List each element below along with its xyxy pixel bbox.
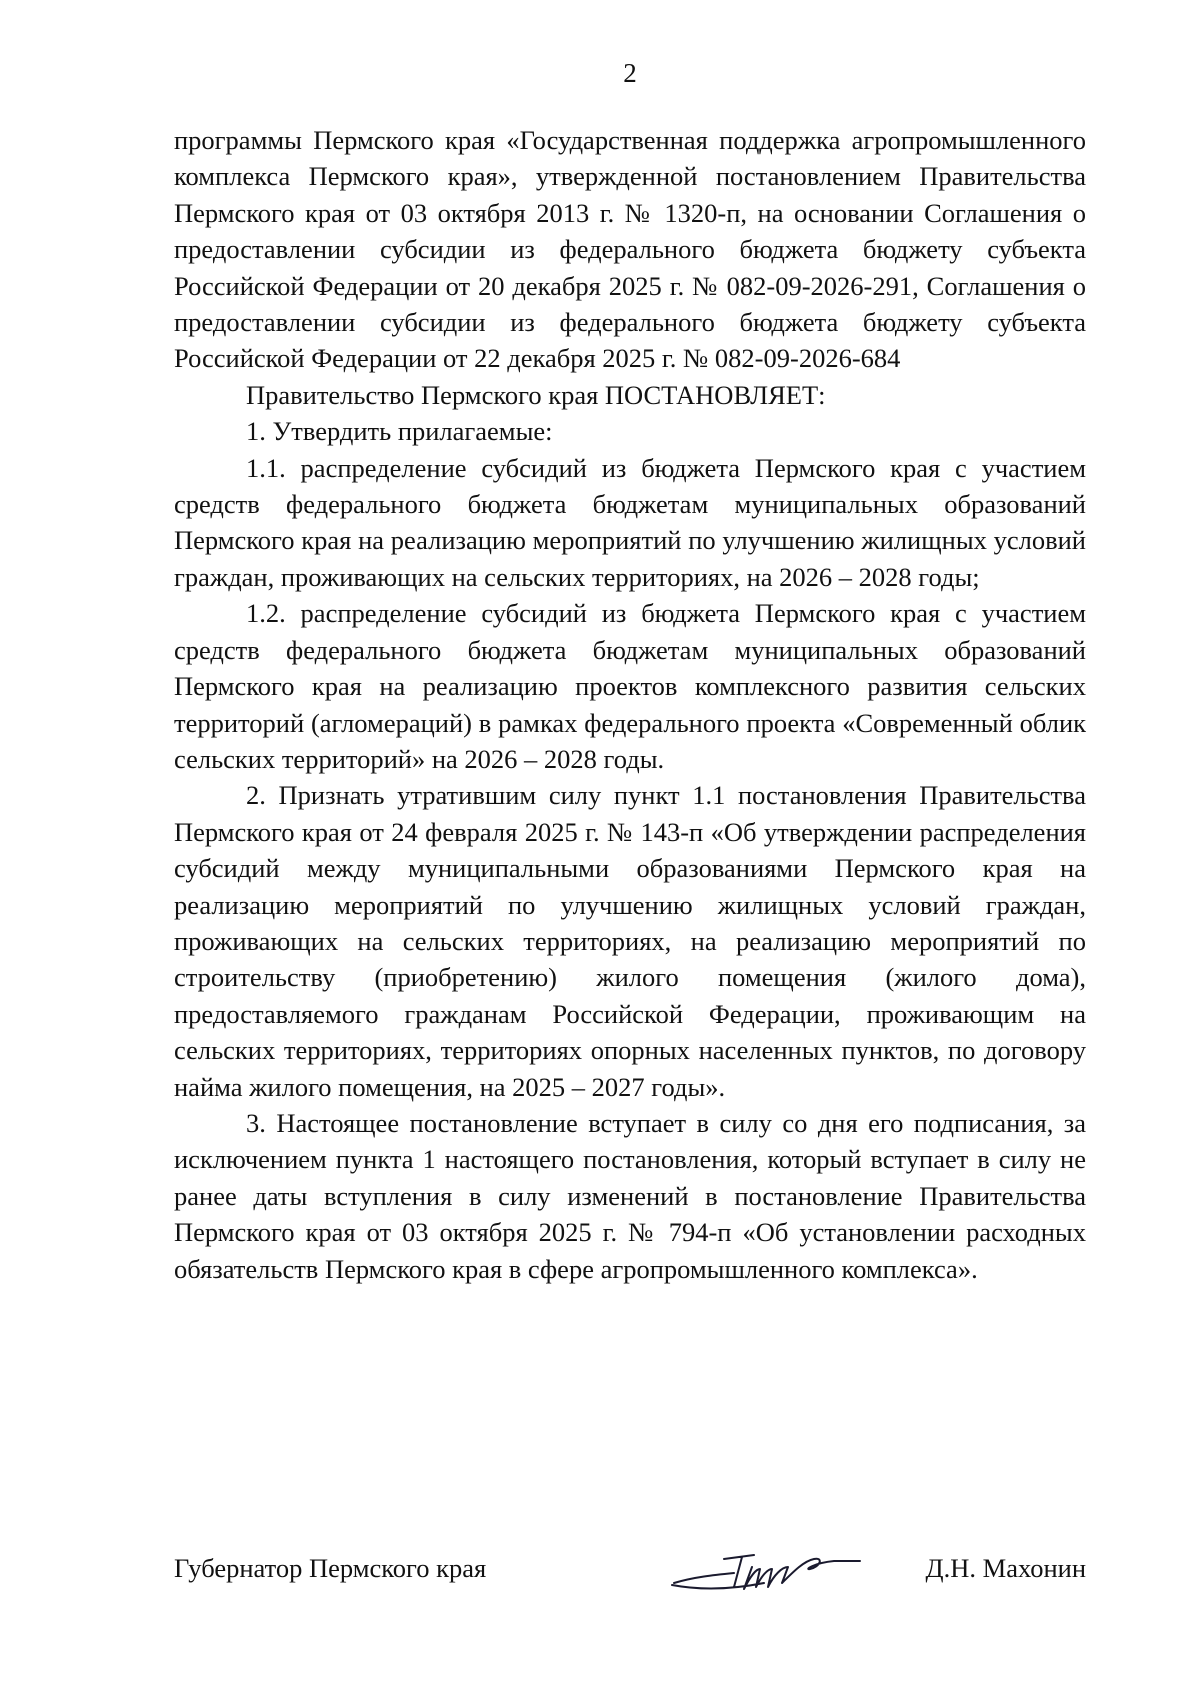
paragraph-item-1: 1. Утвердить прилагаемые: [246, 416, 553, 447]
handwritten-signature [664, 1539, 864, 1599]
paragraph-item-1-1: 1.1. распределение субсидий из бюджета Пермского края с участием средств федерального бюджета бюджетам муниципальных образований Пермского края на реализацию мероприятий по улучшению жилищных условий граждан, проживающих на сельских территориях, на 2026 – 2028 годы; [174, 452, 1086, 592]
document-body [174, 122, 1086, 1287]
signature-block [174, 1545, 1086, 1605]
paragraph-preamble: программы Пермского края «Государственная поддержка агропромышленного комплекса Пермского края», утвержденной постановлением Правительства Пермского края от 03 октября 2013 г. № 1320-п, на основании Соглашения о предоставлении субсидии из федерального бюджета бюджету субъекта Российской Федерации от 20 декабря 2025 г. № 082-09-2026-291, Соглашения о предоставлении субсидии из федерального бюджета бюджету субъекта Российской Федерации от 22 декабря 2025 г. № 082-09-2026-684 [174, 125, 1086, 374]
paragraph-item-1-2: 1.2. распределение субсидий из бюджета Пермского края с участием средств федерального бюджета бюджетам муниципальных образований Пермского края на реализацию проектов комплексного развития сельских территорий (агломераций) в рамках федерального проекта «Современный облик сельских территорий» на 2026 – 2028 годы. [174, 598, 1086, 774]
signatory-name: Д.Н. Махонин [925, 1553, 1086, 1583]
page-number: 2 [623, 58, 637, 88]
paragraph-resolution: Правительство Пермского края ПОСТАНОВЛЯЕТ: [246, 379, 826, 410]
paragraph-item-3: 3. Настоящее постановление вступает в силу со дня его подписания, за исключением пункта 1 настоящего постановления, который вступает в силу не ранее даты вступления в силу изменений в постановление Правительства Пермского края от 03 октября 2025 г. № 794-п «Об установлении расходных обязательств Пермского края в сфере агропромышленного комплекса». [174, 1107, 1086, 1284]
paragraph-item-2: 2. Признать утратившим силу пункт 1.1 постановления Правительства Пермского края от 24 февраля 2025 г. № 143-п «Об утверждении распределения субсидий между муниципальными образованиями Пермского края на реализацию мероприятий по улучшению жилищных условий граждан, проживающих на сельских территориях, на реализацию мероприятий по строительству (приобретению) жилого помещения (жилого дома), предоставляемого гражданам Российской Федерации, проживающим на сельских территориях, территориях опорных населенных пунктов, по договору найма жилого помещения, на 2025 – 2027 годы». [174, 780, 1086, 1102]
signatory-title: Губернатор Пермского края [174, 1553, 487, 1583]
